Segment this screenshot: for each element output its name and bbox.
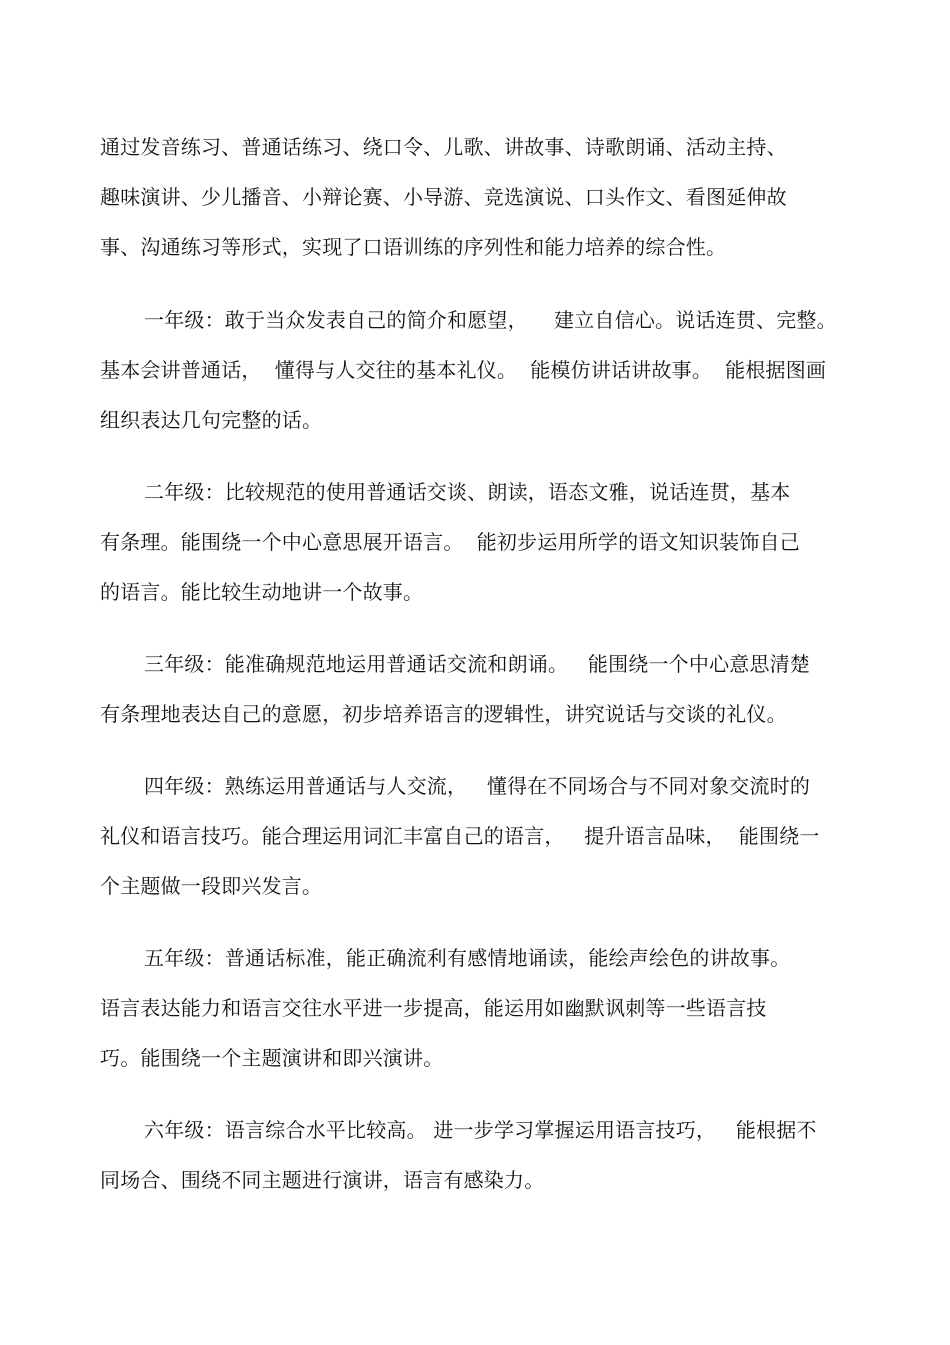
grade-2-line-1: 二年级：比较规范的使用普通话交谈、朗读，语态文雅，说话连贯，基本: [144, 480, 791, 504]
grade-3-line-2: 有条理地表达自己的意愿，初步培养语言的逻辑性，讲究说话与交谈的礼仪。: [100, 702, 787, 726]
grade-1-line-1: 一年级：敢于当众发表自己的简介和愿望， 建立自信心。说话连贯、完整。: [144, 308, 837, 332]
grade-1-line-3: 组织表达几句完整的话。: [100, 408, 323, 432]
intro-line-2: 趣味演讲、少儿播音、小辩论赛、小导游、竞选演说、口头作文、看图延伸故: [100, 185, 787, 209]
grade-3-line-1: 三年级：能准确规范地运用普通话交流和朗诵。 能围绕一个中心意思清楚: [144, 652, 811, 676]
grade-2-line-3: 的语言。能比较生动地讲一个故事。: [100, 580, 424, 604]
grade-6-line-2: 同场合、围绕不同主题进行演讲，语言有感染力。: [100, 1168, 545, 1192]
intro-line-1: 通过发音练习、普通话练习、绕口令、儿歌、讲故事、诗歌朗诵、活动主持、: [100, 135, 787, 159]
grade-6-line-1: 六年级：语言综合水平比较高。 进一步学习掌握运用语言技巧， 能根据不: [144, 1118, 817, 1142]
grade-4-line-3: 个主题做一段即兴发言。: [100, 874, 323, 898]
grade-1-line-2: 基本会讲普通话， 懂得与人交往的基本礼仪。 能模仿讲话讲故事。 能根据图画: [100, 358, 827, 382]
intro-line-3: 事、沟通练习等形式，实现了口语训练的序列性和能力培养的综合性。: [100, 235, 727, 259]
grade-5-line-1: 五年级：普通话标准，能正确流利有感情地诵读，能绘声绘色的讲故事。: [144, 946, 791, 970]
grade-5-line-3: 巧。能围绕一个主题演讲和即兴演讲。: [100, 1046, 444, 1070]
grade-2-line-2: 有条理。能围绕一个中心意思展开语言。 能初步运用所学的语文知识装饰自己: [100, 530, 800, 554]
grade-4-line-1: 四年级：熟练运用普通话与人交流， 懂得在不同场合与不同对象交流时的: [144, 774, 811, 798]
grade-4-line-2: 礼仪和语言技巧。能合理运用词汇丰富自己的语言， 提升语言品味， 能围绕一: [100, 824, 820, 848]
grade-5-line-2: 语言表达能力和语言交往水平进一步提高，能运用如幽默讽刺等一些语言技: [100, 996, 767, 1020]
